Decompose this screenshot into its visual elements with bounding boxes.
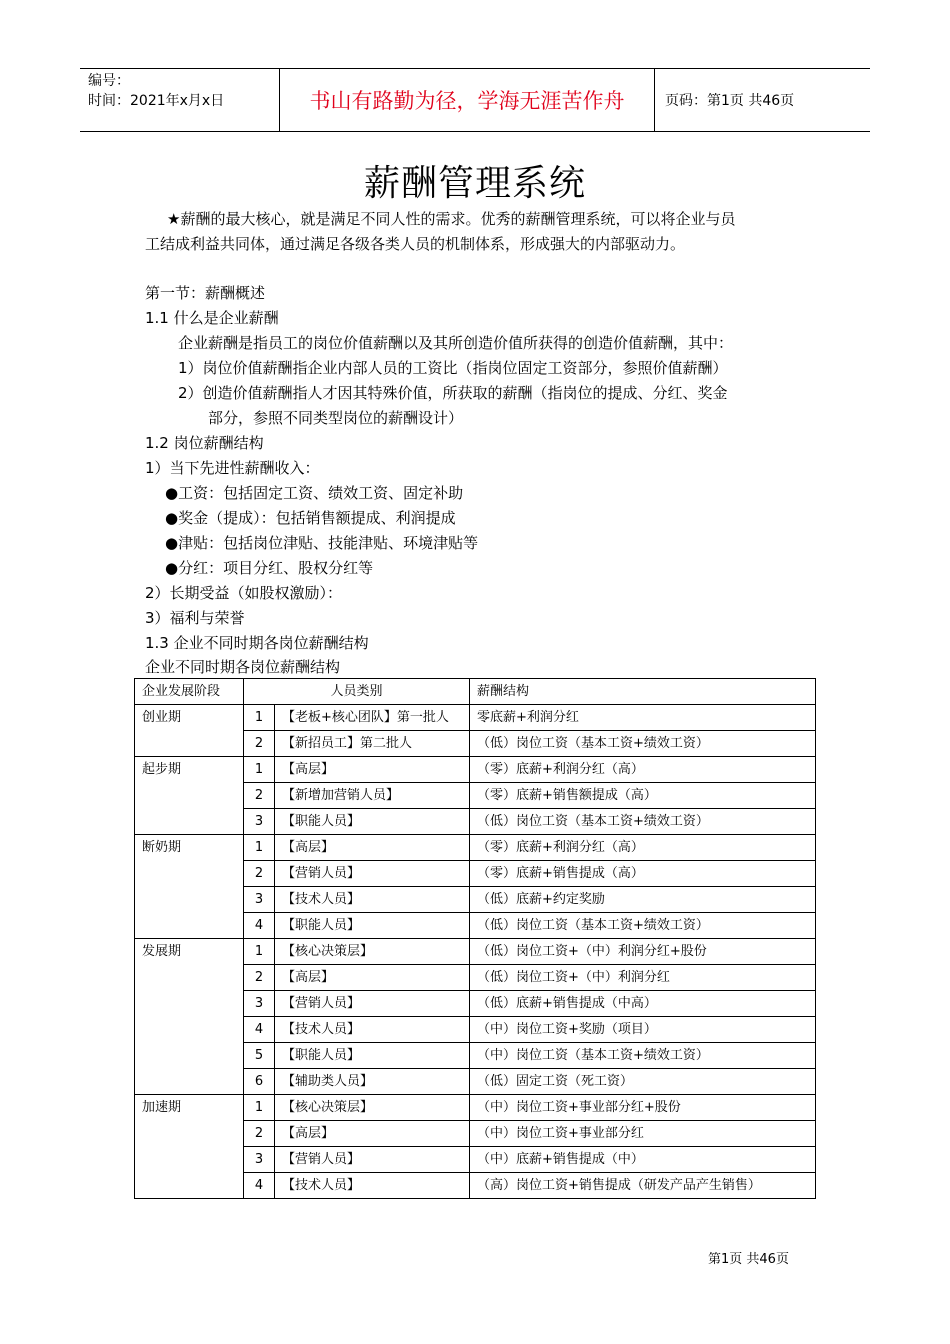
pay-structure-cell: 零底薪+利润分红 xyxy=(470,705,816,731)
header-personnel: 人员类别 xyxy=(244,679,470,705)
pay-structure-cell: （中）岗位工资+奖励（项目） xyxy=(470,1017,816,1043)
personnel-cell: 【老板+核心团队】第一批人 xyxy=(275,705,470,731)
row-number-cell: 2 xyxy=(244,731,275,757)
pay-structure-cell: （中）岗位工资（基本工资+绩效工资） xyxy=(470,1043,816,1069)
row-number-cell: 3 xyxy=(244,809,275,835)
table-row xyxy=(135,835,816,861)
intro-paragraph xyxy=(145,207,815,257)
row-number-cell: 1 xyxy=(244,1095,275,1121)
definition-item-2: 2）创造价值薪酬指人才因其特殊价值，所获取的薪酬（指岗位的提成、分红、奖金 xyxy=(178,384,728,402)
row-number-cell: 1 xyxy=(244,835,275,861)
personnel-cell: 【高层】 xyxy=(275,835,470,861)
long-term-benefit: 2）长期受益（如股权激励）： xyxy=(145,584,343,602)
bullet-bonus: ●奖金（提成）：包括销售额提成、利润提成 xyxy=(165,509,456,527)
pay-structure-cell: （零）底薪+销售额提成（高） xyxy=(470,783,816,809)
row-number-cell: 1 xyxy=(244,705,275,731)
row-number-cell: 4 xyxy=(244,1173,275,1199)
welfare-honor: 3）福利与荣誉 xyxy=(145,609,245,627)
pay-structure-cell: （低）岗位工资（基本工资+绩效工资） xyxy=(470,731,816,757)
pay-structure-cell: （低）岗位工资+（中）利润分红 xyxy=(470,965,816,991)
document-date-label: 时间：2021年x月x日 xyxy=(88,93,225,109)
definition-item-2-cont: 部分，参照不同类型岗位的薪酬设计） xyxy=(208,409,464,427)
header-motto: 书山有路勤为径，学海无涯苦作舟 xyxy=(280,69,655,131)
row-number-cell: 2 xyxy=(244,965,275,991)
heading-1-2: 1.2 岗位薪酬结构 xyxy=(145,434,264,452)
stage-cell: 断奶期 xyxy=(135,835,244,939)
stage-cell: 加速期 xyxy=(135,1095,244,1199)
personnel-cell: 【营销人员】 xyxy=(275,991,470,1017)
pay-structure-cell: （低）岗位工资（基本工资+绩效工资） xyxy=(470,809,816,835)
bullet-dividend: ●分红：项目分红、股权分红等 xyxy=(165,559,374,577)
stage-cell: 起步期 xyxy=(135,757,244,835)
personnel-cell: 【技术人员】 xyxy=(275,887,470,913)
header-meta xyxy=(80,69,280,131)
pay-structure-cell: （低）岗位工资（基本工资+绩效工资） xyxy=(470,913,816,939)
pay-structure-cell: （中）岗位工资+事业部分红+股份 xyxy=(470,1095,816,1121)
document-header xyxy=(80,68,870,132)
table-row xyxy=(135,705,816,731)
personnel-cell: 【核心决策层】 xyxy=(275,939,470,965)
personnel-cell: 【核心决策层】 xyxy=(275,1095,470,1121)
intro-line-2: 工结成利益共同体，通过满足各级各类人员的机制体系，形成强大的内部驱动力。 xyxy=(145,235,686,253)
pay-structure-cell: （零）底薪+利润分红（高） xyxy=(470,835,816,861)
personnel-cell: 【职能人员】 xyxy=(275,913,470,939)
personnel-cell: 【技术人员】 xyxy=(275,1017,470,1043)
page-footer: 第1页 共46页 xyxy=(708,1252,789,1267)
pay-structure-cell: （中）底薪+销售提成（中） xyxy=(470,1147,816,1173)
pay-structure-cell: （低）底薪+销售提成（中高） xyxy=(470,991,816,1017)
row-number-cell: 3 xyxy=(244,991,275,1017)
salary-structure-table xyxy=(134,678,816,1199)
personnel-cell: 【新招员工】第二批人 xyxy=(275,731,470,757)
row-number-cell: 1 xyxy=(244,939,275,965)
personnel-cell: 【职能人员】 xyxy=(275,1043,470,1069)
definition-item-1: 1）岗位价值薪酬指企业内部人员的工资比（指岗位固定工资部分，参照价值薪酬） xyxy=(178,359,728,377)
pay-structure-cell: （低）固定工资（死工资） xyxy=(470,1069,816,1095)
personnel-cell: 【营销人员】 xyxy=(275,861,470,887)
intro-line-1: ★薪酬的最大核心，就是满足不同人性的需求。优秀的薪酬管理系统，可以将企业与员 xyxy=(167,210,736,228)
personnel-cell: 【技术人员】 xyxy=(275,1173,470,1199)
personnel-cell: 【高层】 xyxy=(275,965,470,991)
heading-1-1: 1.1 什么是企业薪酬 xyxy=(145,309,279,327)
bullet-allowance: ●津贴：包括岗位津贴、技能津贴、环境津贴等 xyxy=(165,534,479,552)
heading-1-3: 1.3 企业不同时期各岗位薪酬结构 xyxy=(145,634,369,652)
pay-structure-cell: （低）底薪+约定奖励 xyxy=(470,887,816,913)
section-heading: 第一节：薪酬概述 xyxy=(145,284,266,302)
personnel-cell: 【辅助类人员】 xyxy=(275,1069,470,1095)
document-number-label: 编号： xyxy=(88,73,130,89)
row-number-cell: 1 xyxy=(244,757,275,783)
table-header-row xyxy=(135,679,816,705)
table-caption: 企业不同时期各岗位薪酬结构 xyxy=(145,658,341,676)
pay-structure-cell: （高）岗位工资+销售提成（研发产品产生销售） xyxy=(470,1173,816,1199)
row-number-cell: 4 xyxy=(244,913,275,939)
pay-structure-cell: （零）底薪+利润分红（高） xyxy=(470,757,816,783)
stage-cell: 创业期 xyxy=(135,705,244,757)
row-number-cell: 3 xyxy=(244,1147,275,1173)
current-income-heading: 1）当下先进性薪酬收入： xyxy=(145,459,320,477)
row-number-cell: 3 xyxy=(244,887,275,913)
row-number-cell: 2 xyxy=(244,861,275,887)
header-stage: 企业发展阶段 xyxy=(135,679,244,705)
row-number-cell: 5 xyxy=(244,1043,275,1069)
pay-structure-cell: （零）底薪+销售提成（高） xyxy=(470,861,816,887)
table-row xyxy=(135,757,816,783)
header-pay-structure: 薪酬结构 xyxy=(470,679,816,705)
pay-structure-cell: （低）岗位工资+（中）利润分红+股份 xyxy=(470,939,816,965)
table-body xyxy=(135,679,816,1199)
table-row xyxy=(135,939,816,965)
row-number-cell: 6 xyxy=(244,1069,275,1095)
row-number-cell: 2 xyxy=(244,783,275,809)
pay-structure-cell: （中）岗位工资+事业部分红 xyxy=(470,1121,816,1147)
table-row xyxy=(135,1095,816,1121)
page-title: 薪酬管理系统 xyxy=(363,163,586,204)
personnel-cell: 【营销人员】 xyxy=(275,1147,470,1173)
row-number-cell: 2 xyxy=(244,1121,275,1147)
header-page-info: 页码：第1页 共46页 xyxy=(665,93,795,109)
personnel-cell: 【高层】 xyxy=(275,757,470,783)
definition-text: 企业薪酬是指员工的岗位价值薪酬以及其所创造价值所获得的创造价值薪酬，其中： xyxy=(178,334,734,352)
bullet-salary: ●工资：包括固定工资、绩效工资、固定补助 xyxy=(165,484,464,502)
personnel-cell: 【新增加营销人员】 xyxy=(275,783,470,809)
stage-cell: 发展期 xyxy=(135,939,244,1095)
personnel-cell: 【高层】 xyxy=(275,1121,470,1147)
personnel-cell: 【职能人员】 xyxy=(275,809,470,835)
row-number-cell: 4 xyxy=(244,1017,275,1043)
